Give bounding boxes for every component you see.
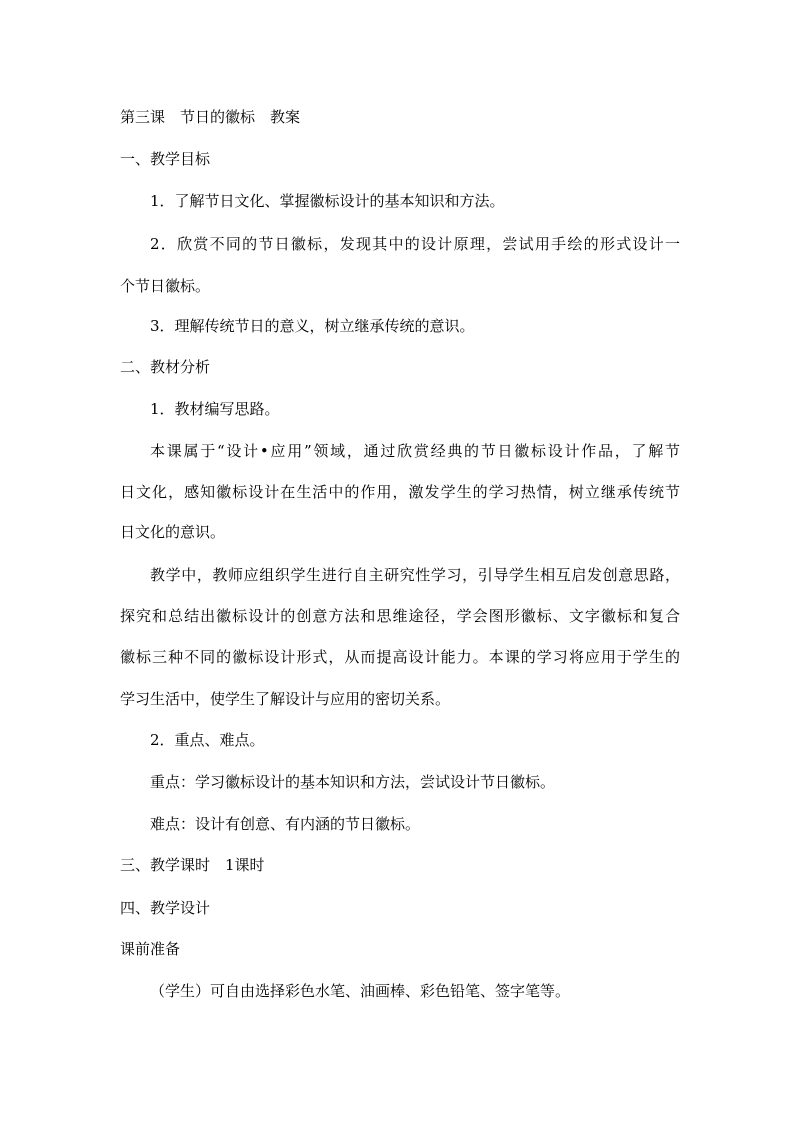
paragraph-line: 1．了解节日文化、掌握徽标设计的基本知识和方法。 — [150, 192, 505, 210]
paragraph-line: 3．理解传统节日的意义，树立继承传统的意识。 — [150, 317, 475, 335]
document-title: 第三课 节日的徽标 教案 — [120, 108, 301, 126]
section-heading: 二、教材分析 — [120, 358, 211, 376]
section-heading: 四、教学设计 — [120, 899, 211, 917]
paragraph-line: 2．欣赏不同的节日徽标，发现其中的设计原理，尝试用手绘的形式设计一 — [150, 235, 680, 253]
paragraph-line: （学生）可自由选择彩色水笔、油画棒、彩色铅笔、签字笔等。 — [150, 982, 571, 1000]
paragraph-line: 学习生活中，使学生了解设计与应用的密切关系。 — [120, 690, 451, 708]
subsection-heading: 课前准备 — [120, 940, 181, 958]
section-heading: 三、教学课时 1课时 — [120, 856, 265, 874]
paragraph-line: 个节日徽标。 — [120, 277, 211, 295]
paragraph-line: 难点：设计有创意、有内涵的节日徽标。 — [150, 815, 421, 833]
paragraph-line: 日文化的意识。 — [120, 523, 226, 541]
paragraph-line: 日文化，感知徽标设计在生活中的作用，激发学生的学习热情，树立继承传统节 — [120, 483, 680, 501]
paragraph-line: 探究和总结出徽标设计的创意方法和思维途径，学会图形徽标、文字徽标和复合 — [120, 607, 680, 625]
paragraph-line: 1．教材编写思路。 — [150, 400, 280, 418]
paragraph-line: 2．重点、难点。 — [150, 731, 265, 749]
paragraph-line: 教学中，教师应组织学生进行自主研究性学习，引导学生相互启发创意思路， — [150, 566, 680, 584]
paragraph-line: 本课属于“设计•应用”领域，通过欣赏经典的节日徽标设计作品，了解节 — [150, 442, 680, 460]
paragraph-line: 徽标三种不同的徽标设计形式，从而提高设计能力。本课的学习将应用于学生的 — [120, 648, 680, 666]
paragraph-line: 重点：学习徽标设计的基本知识和方法，尝试设计节日徽标。 — [150, 773, 556, 791]
section-heading: 一、教学目标 — [120, 150, 211, 168]
